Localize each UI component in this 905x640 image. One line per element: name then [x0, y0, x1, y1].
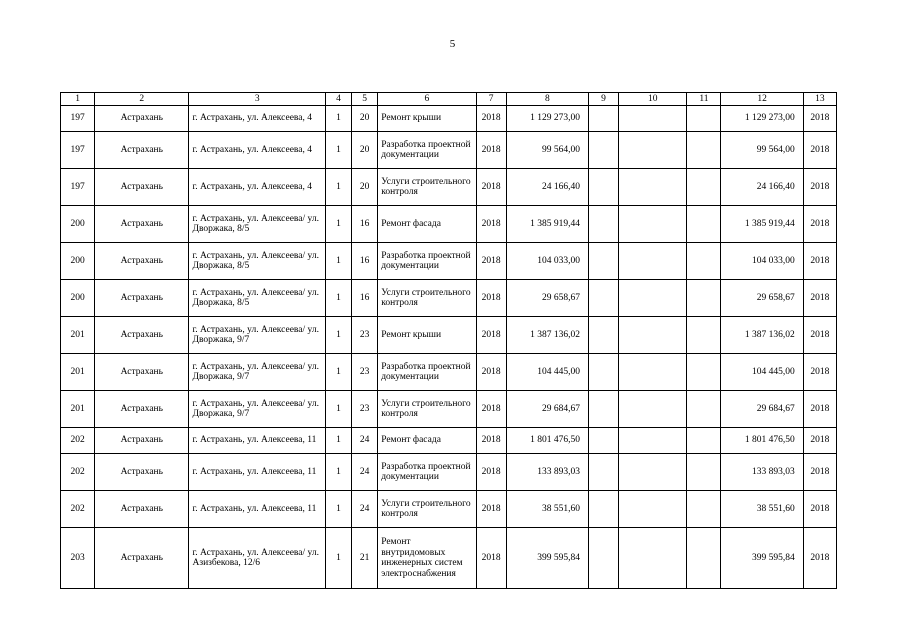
col-4-value-cell: 1: [326, 391, 352, 428]
total-cost-cell: 29 684,67: [721, 391, 803, 428]
cost-cell: 399 595,84: [506, 528, 588, 589]
column-header: 7: [476, 93, 506, 106]
row-number-cell: 201: [61, 317, 95, 354]
work-type-cell: Ремонт фасада: [378, 428, 476, 454]
year-cell: 2018: [476, 106, 506, 132]
address-cell: г. Астрахань, ул. Алексеева, 11: [189, 428, 326, 454]
cost-cell: 1 129 273,00: [506, 106, 588, 132]
year-cell: 2018: [476, 132, 506, 169]
cost-cell: 29 684,67: [506, 391, 588, 428]
col-11-value-cell: [687, 454, 721, 491]
municipality-cell: Астрахань: [95, 454, 189, 491]
col-4-value-cell: 1: [326, 169, 352, 206]
work-type-cell: Услуги строительного контроля: [378, 280, 476, 317]
col-10-value-cell: [619, 354, 687, 391]
address-cell: г. Астрахань, ул. Алексеева/ ул. Дворжака, 8/5: [189, 243, 326, 280]
col-10-value-cell: [619, 206, 687, 243]
work-type-cell: Услуги строительного контроля: [378, 491, 476, 528]
completion-year-cell: 2018: [803, 428, 836, 454]
table-row: [61, 491, 837, 528]
address-cell: г. Астрахань, ул. Алексеева, 11: [189, 454, 326, 491]
total-cost-cell: 104 445,00: [721, 354, 803, 391]
col-10-value-cell: [619, 280, 687, 317]
cost-cell: 24 166,40: [506, 169, 588, 206]
row-number-cell: 201: [61, 354, 95, 391]
col-4-value-cell: 1: [326, 491, 352, 528]
work-type-cell: Ремонт крыши: [378, 317, 476, 354]
col-5-value-cell: 24: [352, 491, 378, 528]
work-type-cell: Ремонт фасада: [378, 206, 476, 243]
work-type-cell: Разработка проектной документации: [378, 354, 476, 391]
col-9-value-cell: [588, 243, 618, 280]
cost-cell: 133 893,03: [506, 454, 588, 491]
cost-cell: 1 387 136,02: [506, 317, 588, 354]
col-11-value-cell: [687, 206, 721, 243]
row-number-cell: 197: [61, 106, 95, 132]
col-4-value-cell: 1: [326, 428, 352, 454]
completion-year-cell: 2018: [803, 317, 836, 354]
address-cell: г. Астрахань, ул. Алексеева/ ул. Дворжака, 9/7: [189, 354, 326, 391]
col-11-value-cell: [687, 317, 721, 354]
row-number-cell: 203: [61, 528, 95, 589]
municipality-cell: Астрахань: [95, 243, 189, 280]
row-number-cell: 201: [61, 391, 95, 428]
col-9-value-cell: [588, 491, 618, 528]
municipality-cell: Астрахань: [95, 206, 189, 243]
col-5-value-cell: 23: [352, 391, 378, 428]
col-11-value-cell: [687, 428, 721, 454]
col-5-value-cell: 24: [352, 454, 378, 491]
cost-cell: 1 385 919,44: [506, 206, 588, 243]
municipality-cell: Астрахань: [95, 280, 189, 317]
address-cell: г. Астрахань, ул. Алексеева/ ул. Дворжака, 8/5: [189, 206, 326, 243]
table-row: [61, 169, 837, 206]
year-cell: 2018: [476, 317, 506, 354]
total-cost-cell: 399 595,84: [721, 528, 803, 589]
completion-year-cell: 2018: [803, 106, 836, 132]
col-10-value-cell: [619, 454, 687, 491]
total-cost-cell: 1 385 919,44: [721, 206, 803, 243]
column-header: 13: [803, 93, 836, 106]
column-header: 10: [619, 93, 687, 106]
cost-cell: 104 033,00: [506, 243, 588, 280]
col-9-value-cell: [588, 280, 618, 317]
col-10-value-cell: [619, 243, 687, 280]
column-header: 4: [326, 93, 352, 106]
year-cell: 2018: [476, 354, 506, 391]
col-9-value-cell: [588, 354, 618, 391]
year-cell: 2018: [476, 243, 506, 280]
col-5-value-cell: 16: [352, 206, 378, 243]
table-row: [61, 428, 837, 454]
total-cost-cell: 99 564,00: [721, 132, 803, 169]
col-4-value-cell: 1: [326, 317, 352, 354]
table-row: [61, 317, 837, 354]
municipality-cell: Астрахань: [95, 491, 189, 528]
table-row: [61, 106, 837, 132]
municipality-cell: Астрахань: [95, 354, 189, 391]
table-row: [61, 280, 837, 317]
col-5-value-cell: 21: [352, 528, 378, 589]
municipality-cell: Астрахань: [95, 428, 189, 454]
address-cell: г. Астрахань, ул. Алексеева/ ул. Дворжака, 8/5: [189, 280, 326, 317]
col-9-value-cell: [588, 317, 618, 354]
cost-cell: 99 564,00: [506, 132, 588, 169]
table-row: [61, 243, 837, 280]
column-header: 9: [588, 93, 618, 106]
total-cost-cell: 104 033,00: [721, 243, 803, 280]
year-cell: 2018: [476, 206, 506, 243]
col-10-value-cell: [619, 528, 687, 589]
completion-year-cell: 2018: [803, 132, 836, 169]
work-type-cell: Услуги строительного контроля: [378, 169, 476, 206]
col-11-value-cell: [687, 528, 721, 589]
row-number-cell: 202: [61, 428, 95, 454]
table-row: [61, 354, 837, 391]
municipality-cell: Астрахань: [95, 391, 189, 428]
completion-year-cell: 2018: [803, 206, 836, 243]
header-row: [61, 93, 837, 106]
completion-year-cell: 2018: [803, 354, 836, 391]
column-header: 3: [189, 93, 326, 106]
total-cost-cell: 133 893,03: [721, 454, 803, 491]
column-header: 12: [721, 93, 803, 106]
col-10-value-cell: [619, 391, 687, 428]
col-11-value-cell: [687, 391, 721, 428]
row-number-cell: 200: [61, 206, 95, 243]
col-11-value-cell: [687, 132, 721, 169]
total-cost-cell: 29 658,67: [721, 280, 803, 317]
municipality-cell: Астрахань: [95, 169, 189, 206]
row-number-cell: 200: [61, 243, 95, 280]
total-cost-cell: 1 387 136,02: [721, 317, 803, 354]
col-9-value-cell: [588, 206, 618, 243]
column-header: 8: [506, 93, 588, 106]
col-11-value-cell: [687, 106, 721, 132]
work-type-cell: Разработка проектной документации: [378, 132, 476, 169]
completion-year-cell: 2018: [803, 454, 836, 491]
col-4-value-cell: 1: [326, 106, 352, 132]
col-9-value-cell: [588, 169, 618, 206]
col-11-value-cell: [687, 354, 721, 391]
col-4-value-cell: 1: [326, 243, 352, 280]
col-4-value-cell: 1: [326, 206, 352, 243]
row-number-cell: 197: [61, 169, 95, 206]
col-10-value-cell: [619, 169, 687, 206]
table-body: [61, 106, 837, 589]
year-cell: 2018: [476, 528, 506, 589]
table-row: [61, 132, 837, 169]
cost-cell: 38 551,60: [506, 491, 588, 528]
col-4-value-cell: 1: [326, 354, 352, 391]
cost-cell: 104 445,00: [506, 354, 588, 391]
municipality-cell: Астрахань: [95, 528, 189, 589]
address-cell: г. Астрахань, ул. Алексеева, 4: [189, 106, 326, 132]
col-10-value-cell: [619, 132, 687, 169]
completion-year-cell: 2018: [803, 169, 836, 206]
total-cost-cell: 1 129 273,00: [721, 106, 803, 132]
col-10-value-cell: [619, 106, 687, 132]
col-5-value-cell: 23: [352, 354, 378, 391]
address-cell: г. Астрахань, ул. Алексеева/ ул. Азизбекова, 12/6: [189, 528, 326, 589]
col-10-value-cell: [619, 428, 687, 454]
row-number-cell: 202: [61, 491, 95, 528]
row-number-cell: 200: [61, 280, 95, 317]
work-type-cell: Разработка проектной документации: [378, 454, 476, 491]
column-header: 6: [378, 93, 476, 106]
col-9-value-cell: [588, 132, 618, 169]
column-header: 1: [61, 93, 95, 106]
col-11-value-cell: [687, 243, 721, 280]
completion-year-cell: 2018: [803, 391, 836, 428]
col-11-value-cell: [687, 491, 721, 528]
year-cell: 2018: [476, 169, 506, 206]
col-5-value-cell: 20: [352, 169, 378, 206]
address-cell: г. Астрахань, ул. Алексеева, 11: [189, 491, 326, 528]
col-9-value-cell: [588, 428, 618, 454]
col-10-value-cell: [619, 491, 687, 528]
row-number-cell: 202: [61, 454, 95, 491]
repair-schedule-table: [60, 92, 837, 589]
municipality-cell: Астрахань: [95, 132, 189, 169]
completion-year-cell: 2018: [803, 243, 836, 280]
col-4-value-cell: 1: [326, 528, 352, 589]
address-cell: г. Астрахань, ул. Алексеева, 4: [189, 132, 326, 169]
col-5-value-cell: 16: [352, 243, 378, 280]
table-row: [61, 528, 837, 589]
col-9-value-cell: [588, 106, 618, 132]
column-header: 2: [95, 93, 189, 106]
column-header: 5: [352, 93, 378, 106]
year-cell: 2018: [476, 428, 506, 454]
work-type-cell: Ремонт внутридомовых инженерных систем электроснабжения: [378, 528, 476, 589]
col-4-value-cell: 1: [326, 132, 352, 169]
address-cell: г. Астрахань, ул. Алексеева, 4: [189, 169, 326, 206]
col-9-value-cell: [588, 454, 618, 491]
col-5-value-cell: 20: [352, 106, 378, 132]
work-type-cell: Услуги строительного контроля: [378, 391, 476, 428]
table-row: [61, 391, 837, 428]
row-number-cell: 197: [61, 132, 95, 169]
col-9-value-cell: [588, 528, 618, 589]
col-5-value-cell: 23: [352, 317, 378, 354]
total-cost-cell: 24 166,40: [721, 169, 803, 206]
work-type-cell: Ремонт крыши: [378, 106, 476, 132]
col-5-value-cell: 16: [352, 280, 378, 317]
col-4-value-cell: 1: [326, 280, 352, 317]
cost-cell: 1 801 476,50: [506, 428, 588, 454]
total-cost-cell: 38 551,60: [721, 491, 803, 528]
page-number: 5: [449, 38, 456, 50]
address-cell: г. Астрахань, ул. Алексеева/ ул. Дворжака, 9/7: [189, 317, 326, 354]
total-cost-cell: 1 801 476,50: [721, 428, 803, 454]
col-11-value-cell: [687, 169, 721, 206]
year-cell: 2018: [476, 491, 506, 528]
column-header: 11: [687, 93, 721, 106]
col-11-value-cell: [687, 280, 721, 317]
year-cell: 2018: [476, 454, 506, 491]
completion-year-cell: 2018: [803, 280, 836, 317]
municipality-cell: Астрахань: [95, 106, 189, 132]
municipality-cell: Астрахань: [95, 317, 189, 354]
cost-cell: 29 658,67: [506, 280, 588, 317]
year-cell: 2018: [476, 280, 506, 317]
table-row: [61, 454, 837, 491]
table-row: [61, 206, 837, 243]
col-5-value-cell: 20: [352, 132, 378, 169]
work-type-cell: Разработка проектной документации: [378, 243, 476, 280]
col-9-value-cell: [588, 391, 618, 428]
completion-year-cell: 2018: [803, 528, 836, 589]
address-cell: г. Астрахань, ул. Алексеева/ ул. Дворжака, 9/7: [189, 391, 326, 428]
col-5-value-cell: 24: [352, 428, 378, 454]
year-cell: 2018: [476, 391, 506, 428]
completion-year-cell: 2018: [803, 491, 836, 528]
col-10-value-cell: [619, 317, 687, 354]
col-4-value-cell: 1: [326, 454, 352, 491]
